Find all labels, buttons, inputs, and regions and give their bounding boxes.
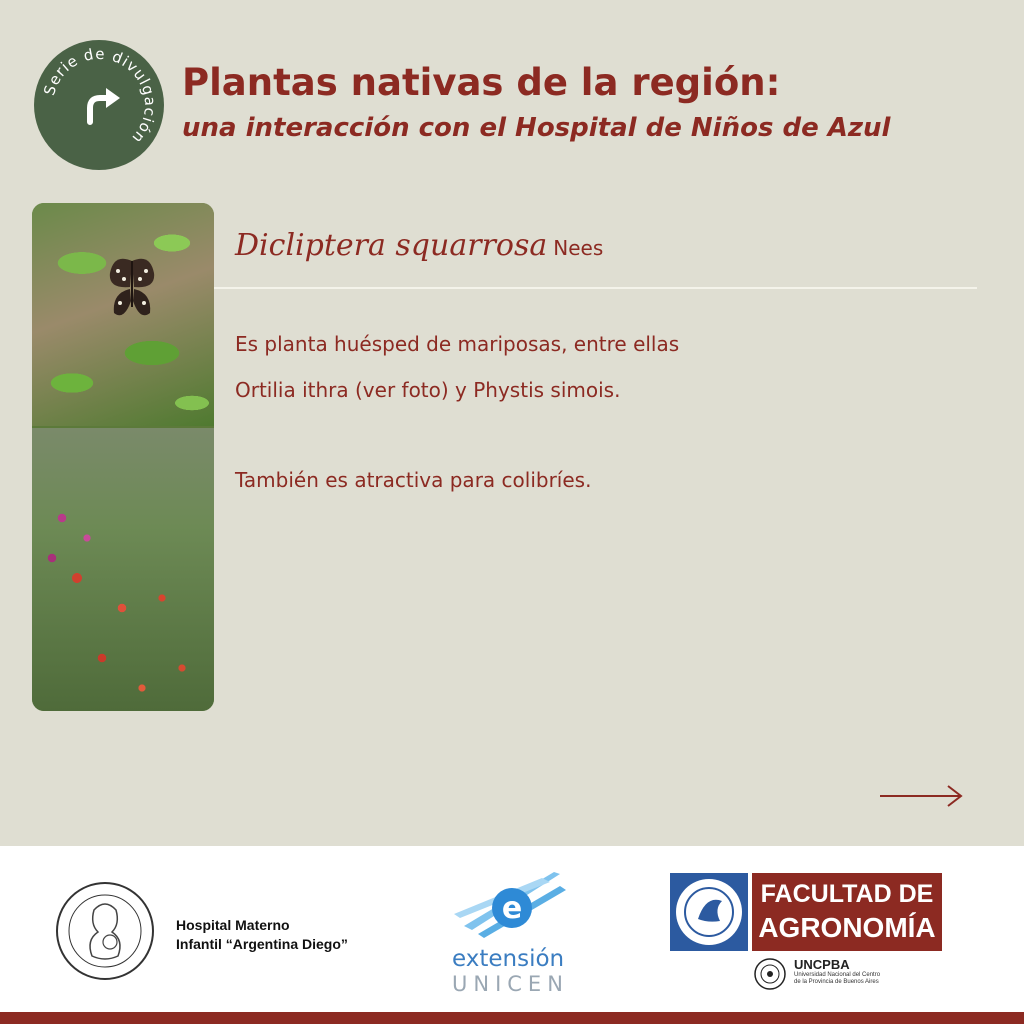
page-subtitle: una interacción con el Hospital de Niños de Azul: [182, 113, 891, 143]
series-badge-graphic: [34, 40, 164, 170]
butterfly-photo: [32, 203, 214, 426]
description-line-3: También es atractiva para colibríes.: [235, 468, 592, 492]
hospital-name: Hospital Materno Infantil “Argentina Diego”: [176, 917, 348, 952]
description-line-1: Es planta huésped de mariposas, entre ellas: [235, 332, 680, 356]
plant-photo-collage: [32, 203, 214, 711]
description-line-2: Ortilia ithra (ver foto) y Phystis simois.: [235, 378, 621, 402]
footer: [0, 846, 1024, 1024]
arrow-right-icon[interactable]: [878, 783, 964, 809]
uncpba-name: UNCPBA: [794, 957, 850, 972]
arrow-curve-right-icon: [90, 88, 120, 122]
uncpba-subtitle: Universidad Nacional del Centro de la Provincia de Buenos Aires: [794, 972, 881, 985]
svg-text:e: e: [501, 891, 523, 926]
extension-unicen: UNICEN: [452, 972, 569, 996]
series-badge-text: Serie de divulgación: [40, 44, 160, 148]
butterfly-graphic: [104, 253, 160, 323]
extension-word: extensión: [452, 946, 565, 972]
species-heading: [235, 228, 603, 263]
species-author: Nees: [553, 236, 604, 260]
species-name: Dicliptera squarrosa: [235, 228, 548, 263]
flowers-photo: [32, 428, 214, 711]
faculty-name: FACULTAD DE AGRONOMÍA: [752, 873, 942, 951]
heading-divider: [214, 287, 977, 289]
footer-accent-bar: [0, 1012, 1024, 1024]
uncpba-seal-logo: [754, 958, 786, 990]
series-badge: [34, 40, 164, 170]
hospital-seal-logo: [54, 880, 156, 982]
faculty-seal-logo: [670, 873, 748, 951]
page-title: Plantas nativas de la región:: [182, 61, 781, 104]
extension-logo: [450, 868, 570, 946]
